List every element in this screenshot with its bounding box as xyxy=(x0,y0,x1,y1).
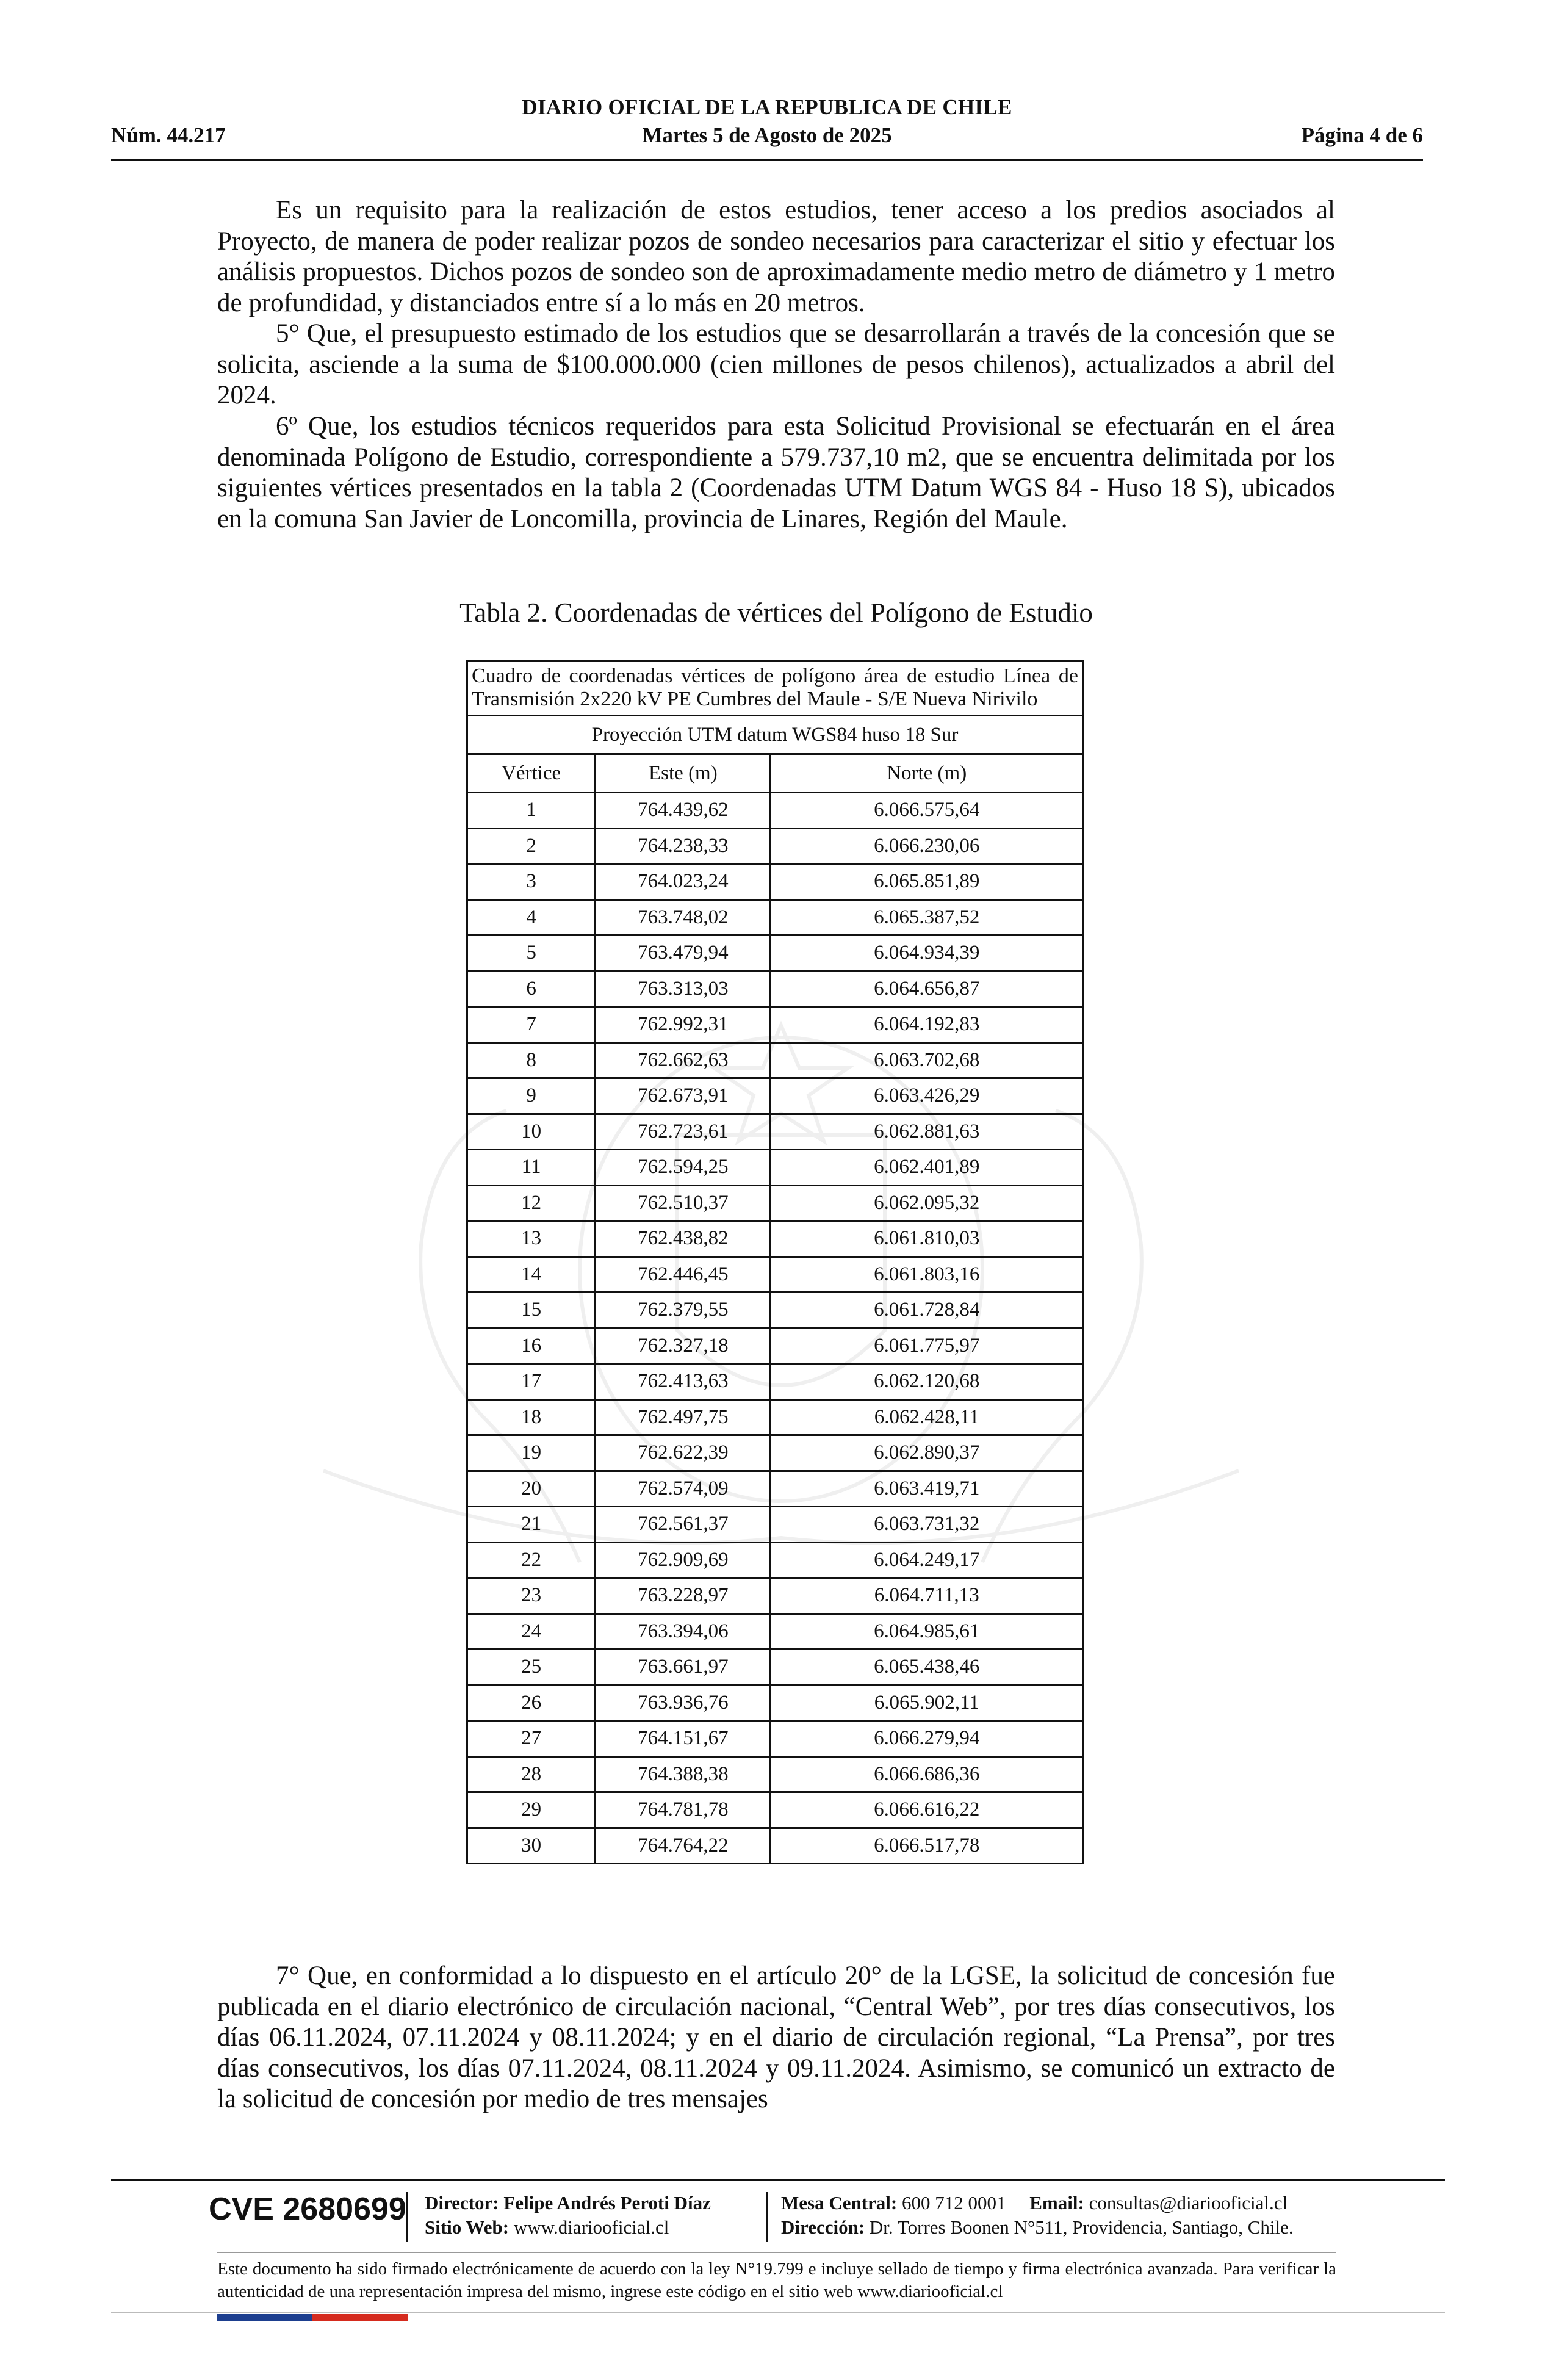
address-value: Dr. Torres Boonen N°511, Providencia, Santiago, Chile. xyxy=(869,2216,1294,2238)
east-cell: 763.748,02 xyxy=(596,900,771,936)
vertex-cell: 4 xyxy=(467,900,596,936)
page-header xyxy=(111,92,1423,161)
north-cell: 6.066.616,22 xyxy=(771,1792,1083,1828)
flag-color-bar xyxy=(217,2314,408,2321)
east-cell: 762.327,18 xyxy=(596,1328,771,1364)
table-row xyxy=(467,1721,1083,1757)
north-cell: 6.063.419,71 xyxy=(771,1471,1083,1507)
vertex-cell: 6 xyxy=(467,971,596,1007)
issue-date: Martes 5 de Agosto de 2025 xyxy=(642,123,892,147)
mesa-phone: 600 712 0001 xyxy=(902,2192,1006,2213)
north-cell: 6.066.279,94 xyxy=(771,1721,1083,1757)
north-cell: 6.066.575,64 xyxy=(771,793,1083,829)
north-cell: 6.065.438,46 xyxy=(771,1650,1083,1686)
table-row xyxy=(467,793,1083,829)
director-label: Director: xyxy=(425,2192,499,2213)
vertex-cell: 2 xyxy=(467,828,596,864)
vertex-cell: 23 xyxy=(467,1578,596,1614)
east-cell: 763.479,94 xyxy=(596,936,771,972)
east-cell: 762.574,09 xyxy=(596,1471,771,1507)
table-row xyxy=(467,1364,1083,1400)
footer-contact xyxy=(781,2192,1288,2214)
table-row xyxy=(467,1399,1083,1435)
paragraph-requirement: Es un requisito para la realización de estos estudios, tener acceso a los predios asociados al Proyecto, de manera de poder realizar pozos de sondeo necesarios para caracterizar el sitio y efectuar los análisis propuestos. Dichos pozos de sondeo son de aproximadamente medio metro de diámetro y 1 metro de profundidad, y distanciados entre sí a lo más en 20 metros. xyxy=(217,196,1335,317)
east-cell: 762.413,63 xyxy=(596,1364,771,1400)
vertex-cell: 25 xyxy=(467,1650,596,1686)
issue-number: Núm. 44.217 xyxy=(111,123,226,147)
table-body xyxy=(467,793,1083,1864)
table-caption: Tabla 2. Coordenadas de vértices del Polígono de Estudio xyxy=(459,597,1093,628)
table-row xyxy=(467,1185,1083,1221)
north-cell: 6.066.230,06 xyxy=(771,828,1083,864)
paragraph-budget: 5° Que, el presupuesto estimado de los estudios que se desarrollarán a través de la concesión que se solicita, asciende a la suma de $100.000.000 (cien millones de pesos chilenos), actualizados a abril del 2024. xyxy=(217,319,1335,409)
flag-blue-stripe xyxy=(217,2314,312,2321)
east-cell: 762.673,91 xyxy=(596,1078,771,1114)
website-label: Sitio Web: xyxy=(425,2216,510,2238)
coordinates-table xyxy=(466,660,1084,1864)
east-cell: 762.446,45 xyxy=(596,1257,771,1293)
vertex-cell: 29 xyxy=(467,1792,596,1828)
vertex-cell: 5 xyxy=(467,936,596,972)
cve-code: CVE 2680699 xyxy=(209,2191,406,2227)
table-row xyxy=(467,1756,1083,1792)
north-cell: 6.064.934,39 xyxy=(771,936,1083,972)
footer-director xyxy=(425,2192,711,2214)
vertex-cell: 20 xyxy=(467,1471,596,1507)
vertex-cell: 7 xyxy=(467,1007,596,1043)
east-cell: 764.238,33 xyxy=(596,828,771,864)
column-header-vertex: Vértice xyxy=(467,754,596,793)
table-row xyxy=(467,936,1083,972)
east-cell: 762.909,69 xyxy=(596,1542,771,1578)
table-row xyxy=(467,1578,1083,1614)
website-link[interactable]: www.diariooficial.cl xyxy=(513,2216,669,2238)
column-header-east: Este (m) xyxy=(596,754,771,793)
east-cell: 764.023,24 xyxy=(596,864,771,900)
vertex-cell: 19 xyxy=(467,1435,596,1471)
north-cell: 6.063.426,29 xyxy=(771,1078,1083,1114)
table-row xyxy=(467,828,1083,864)
east-cell: 763.394,06 xyxy=(596,1614,771,1650)
north-cell: 6.064.249,17 xyxy=(771,1542,1083,1578)
north-cell: 6.062.120,68 xyxy=(771,1364,1083,1400)
east-cell: 764.151,67 xyxy=(596,1721,771,1757)
east-cell: 764.388,38 xyxy=(596,1756,771,1792)
north-cell: 6.063.702,68 xyxy=(771,1042,1083,1078)
mesa-label: Mesa Central: xyxy=(781,2192,898,2213)
table-row xyxy=(467,864,1083,900)
east-cell: 764.781,78 xyxy=(596,1792,771,1828)
paragraph-study-area: 6º Que, los estudios técnicos requeridos para esta Solicitud Provisional se efectuarán en el área denominada Polígono de Estudio, correspondiente a 579.737,10 m2, que se encuentra delimitada por los siguientes vértices presentados en la tabla 2 (Coordenadas UTM Datum WGS 84 - Huso 18 S), ubicados en la comuna San Javier de Loncomilla, provincia de Linares, Región del Maule. xyxy=(217,412,1335,533)
north-cell: 6.062.401,89 xyxy=(771,1150,1083,1186)
footer-divider xyxy=(111,2179,1445,2181)
table-row xyxy=(467,1257,1083,1293)
vertex-cell: 3 xyxy=(467,864,596,900)
east-cell: 762.379,55 xyxy=(596,1293,771,1329)
vertex-cell: 8 xyxy=(467,1042,596,1078)
column-header-north: Norte (m) xyxy=(771,754,1083,793)
vertex-cell: 12 xyxy=(467,1185,596,1221)
vertex-cell: 10 xyxy=(467,1114,596,1150)
vertex-cell: 24 xyxy=(467,1614,596,1650)
vertex-cell: 13 xyxy=(467,1221,596,1257)
footer-separator xyxy=(766,2192,768,2242)
east-cell: 762.622,39 xyxy=(596,1435,771,1471)
vertex-cell: 1 xyxy=(467,793,596,829)
footer-disclaimer: Este documento ha sido firmado electrónicamente de acuerdo con la ley N°19.799 e incluye sellado de tiempo y firma electrónica avanzada. Para verificar la autenticidad de una representación impresa del mismo, ingrese este código en el sitio web www.diariooficial.cl xyxy=(217,2259,1336,2301)
north-cell: 6.061.810,03 xyxy=(771,1221,1083,1257)
address-label: Dirección: xyxy=(781,2216,865,2238)
table-heading: Cuadro de coordenadas vértices de polígono área de estudio Línea de Transmisión 2x220 kV PE Cumbres del Maule - S/E Nueva Nirivilo xyxy=(467,662,1083,716)
table-row xyxy=(467,1471,1083,1507)
footer-website xyxy=(425,2216,669,2238)
north-cell: 6.064.192,83 xyxy=(771,1007,1083,1043)
vertex-cell: 11 xyxy=(467,1150,596,1186)
east-cell: 764.764,22 xyxy=(596,1828,771,1864)
north-cell: 6.061.728,84 xyxy=(771,1293,1083,1329)
vertex-cell: 16 xyxy=(467,1328,596,1364)
north-cell: 6.062.890,37 xyxy=(771,1435,1083,1471)
paragraph-publication: 7° Que, en conformidad a lo dispuesto en el artículo 20° de la LGSE, la solicitud de concesión fue publicada en el diario electrónico de circulación nacional, “Central Web”, por tres días consecutivos, los días 06.11.2024, 07.11.2024 y 08.11.2024; y en el diario de circulación regional, “La Prensa”, por tres días consecutivos, los días 07.11.2024, 08.11.2024 y 09.11.2024. Asimismo, se comunicó un extracto de la solicitud de concesión por medio de tres mensajes xyxy=(217,1961,1335,2113)
table-row xyxy=(467,971,1083,1007)
north-cell: 6.061.775,97 xyxy=(771,1328,1083,1364)
table-row xyxy=(467,1042,1083,1078)
table-row xyxy=(467,1293,1083,1329)
footer-divider xyxy=(111,2312,1445,2313)
table-row xyxy=(467,900,1083,936)
footer-separator xyxy=(406,2192,408,2242)
vertex-cell: 21 xyxy=(467,1507,596,1543)
east-cell: 762.723,61 xyxy=(596,1114,771,1150)
vertex-cell: 30 xyxy=(467,1828,596,1864)
table-row xyxy=(467,1114,1083,1150)
vertex-cell: 27 xyxy=(467,1721,596,1757)
table-row xyxy=(467,1542,1083,1578)
east-cell: 762.594,25 xyxy=(596,1150,771,1186)
email-link[interactable]: consultas@diariooficial.cl xyxy=(1089,2192,1288,2213)
vertex-cell: 14 xyxy=(467,1257,596,1293)
north-cell: 6.064.711,13 xyxy=(771,1578,1083,1614)
north-cell: 6.064.985,61 xyxy=(771,1614,1083,1650)
east-cell: 763.313,03 xyxy=(596,971,771,1007)
table-row xyxy=(467,1007,1083,1043)
page-number: Página 4 de 6 xyxy=(1301,123,1423,147)
east-cell: 762.561,37 xyxy=(596,1507,771,1543)
table-row xyxy=(467,1078,1083,1114)
east-cell: 762.992,31 xyxy=(596,1007,771,1043)
director-name: Felipe Andrés Peroti Díaz xyxy=(503,2192,711,2213)
flag-red-stripe xyxy=(312,2314,408,2321)
north-cell: 6.065.851,89 xyxy=(771,864,1083,900)
north-cell: 6.063.731,32 xyxy=(771,1507,1083,1543)
vertex-cell: 9 xyxy=(467,1078,596,1114)
north-cell: 6.066.686,36 xyxy=(771,1756,1083,1792)
vertex-cell: 15 xyxy=(467,1293,596,1329)
email-label: Email: xyxy=(1029,2192,1084,2213)
footer-address xyxy=(781,2216,1294,2238)
table-row xyxy=(467,1435,1083,1471)
east-cell: 763.936,76 xyxy=(596,1685,771,1721)
table-row xyxy=(467,1614,1083,1650)
table-row xyxy=(467,1328,1083,1364)
north-cell: 6.062.881,63 xyxy=(771,1114,1083,1150)
east-cell: 763.228,97 xyxy=(596,1578,771,1614)
table-row xyxy=(467,1792,1083,1828)
east-cell: 762.438,82 xyxy=(596,1221,771,1257)
north-cell: 6.064.656,87 xyxy=(771,971,1083,1007)
north-cell: 6.062.428,11 xyxy=(771,1399,1083,1435)
vertex-cell: 28 xyxy=(467,1756,596,1792)
table-row xyxy=(467,1685,1083,1721)
east-cell: 762.662,63 xyxy=(596,1042,771,1078)
vertex-cell: 18 xyxy=(467,1399,596,1435)
vertex-cell: 17 xyxy=(467,1364,596,1400)
footer-divider xyxy=(217,2252,1336,2253)
north-cell: 6.066.517,78 xyxy=(771,1828,1083,1864)
north-cell: 6.062.095,32 xyxy=(771,1185,1083,1221)
east-cell: 764.439,62 xyxy=(596,793,771,829)
north-cell: 6.065.387,52 xyxy=(771,900,1083,936)
east-cell: 762.510,37 xyxy=(596,1185,771,1221)
east-cell: 763.661,97 xyxy=(596,1650,771,1686)
table-projection: Proyección UTM datum WGS84 huso 18 Sur xyxy=(467,716,1083,754)
table-row xyxy=(467,1221,1083,1257)
table-row xyxy=(467,1828,1083,1864)
table-row xyxy=(467,1507,1083,1543)
table-row xyxy=(467,1650,1083,1686)
vertex-cell: 26 xyxy=(467,1685,596,1721)
east-cell: 762.497,75 xyxy=(596,1399,771,1435)
vertex-cell: 22 xyxy=(467,1542,596,1578)
newspaper-title: DIARIO OFICIAL DE LA REPUBLICA DE CHILE xyxy=(522,95,1012,119)
north-cell: 6.061.803,16 xyxy=(771,1257,1083,1293)
north-cell: 6.065.902,11 xyxy=(771,1685,1083,1721)
table-row xyxy=(467,1150,1083,1186)
